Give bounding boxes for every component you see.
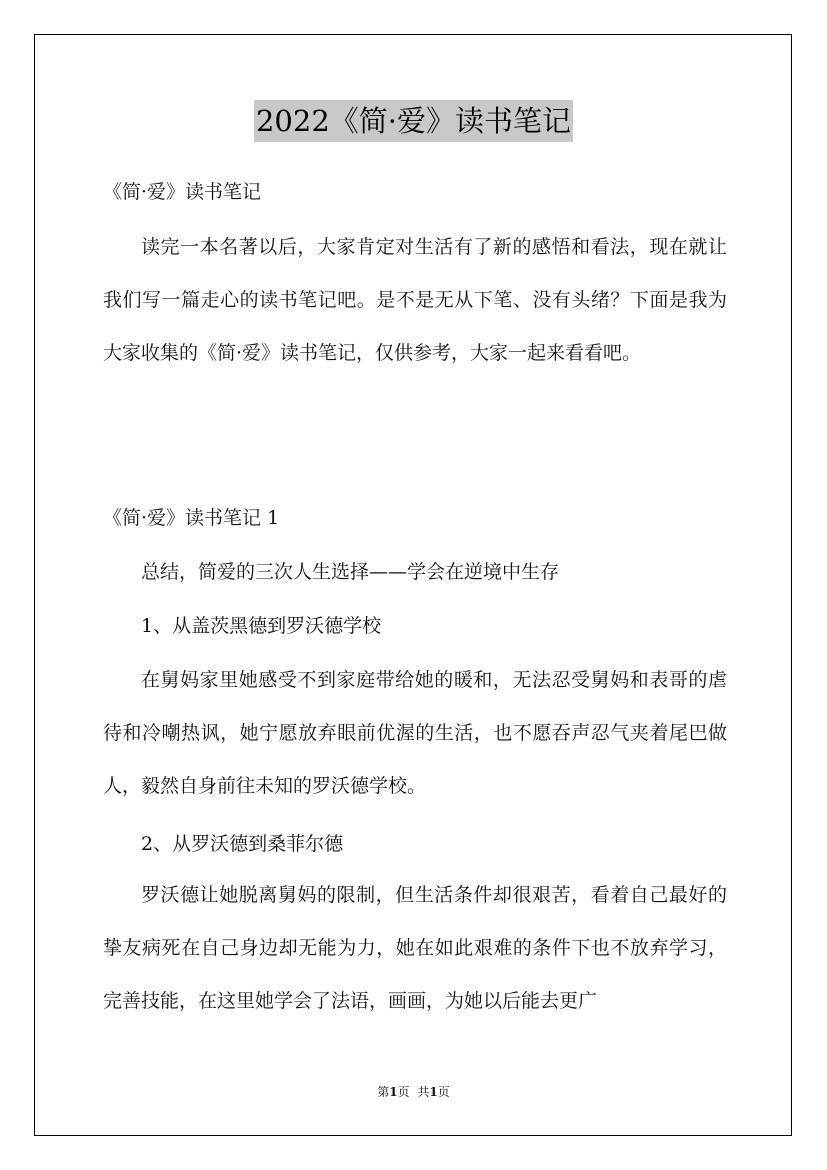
page-footer: 第1页 共1页 <box>377 1085 450 1099</box>
total-pages: 1 <box>429 1085 438 1099</box>
summary-paragraph: 总结，简爱的三次人生选择——学会在逆境中生存 <box>141 561 560 583</box>
body-paragraph-1: 在舅妈家里她感受不到家庭带给她的暖和，无法忍受舅妈和表哥的虐待和冷嘲热讽，她宁愿放弃眼前优渥的生活，也不愿吞声忍气夹着尾巴做人，毅然自身前往未知的罗沃德学校。 <box>103 669 727 797</box>
page-number: 1 <box>389 1085 398 1099</box>
title-container <box>0 100 827 142</box>
body-paragraph-2: 罗沃德让她脱离舅妈的限制，但生活条件却很艰苦，看着自己最好的挚友病死在自己身边却无能为力，她在如此艰难的条件下也不放弃学习，完善技能，在这里她学会了法语，画画，为她以后能去更广 <box>103 884 727 1012</box>
subheading: 《简·爱》读书笔记 <box>103 181 262 203</box>
point-heading-2: 2、从罗沃德到桑菲尔德 <box>141 833 344 855</box>
point-heading-1: 1、从盖茨黑德到罗沃德学校 <box>141 615 382 637</box>
section-heading: 《简·爱》读书笔记 1 <box>103 507 280 529</box>
intro-paragraph: 读完一本名著以后，大家肯定对生活有了新的感悟和看法，现在就让我们写一篇走心的读书笔记吧。是不是无从下笔、没有头绪？下面是我为大家收集的《简·爱》读书笔记，仅供参考，大家一起来看看吧。 <box>103 236 727 364</box>
document-title: 2022《简·爱》读书笔记 <box>254 100 573 142</box>
